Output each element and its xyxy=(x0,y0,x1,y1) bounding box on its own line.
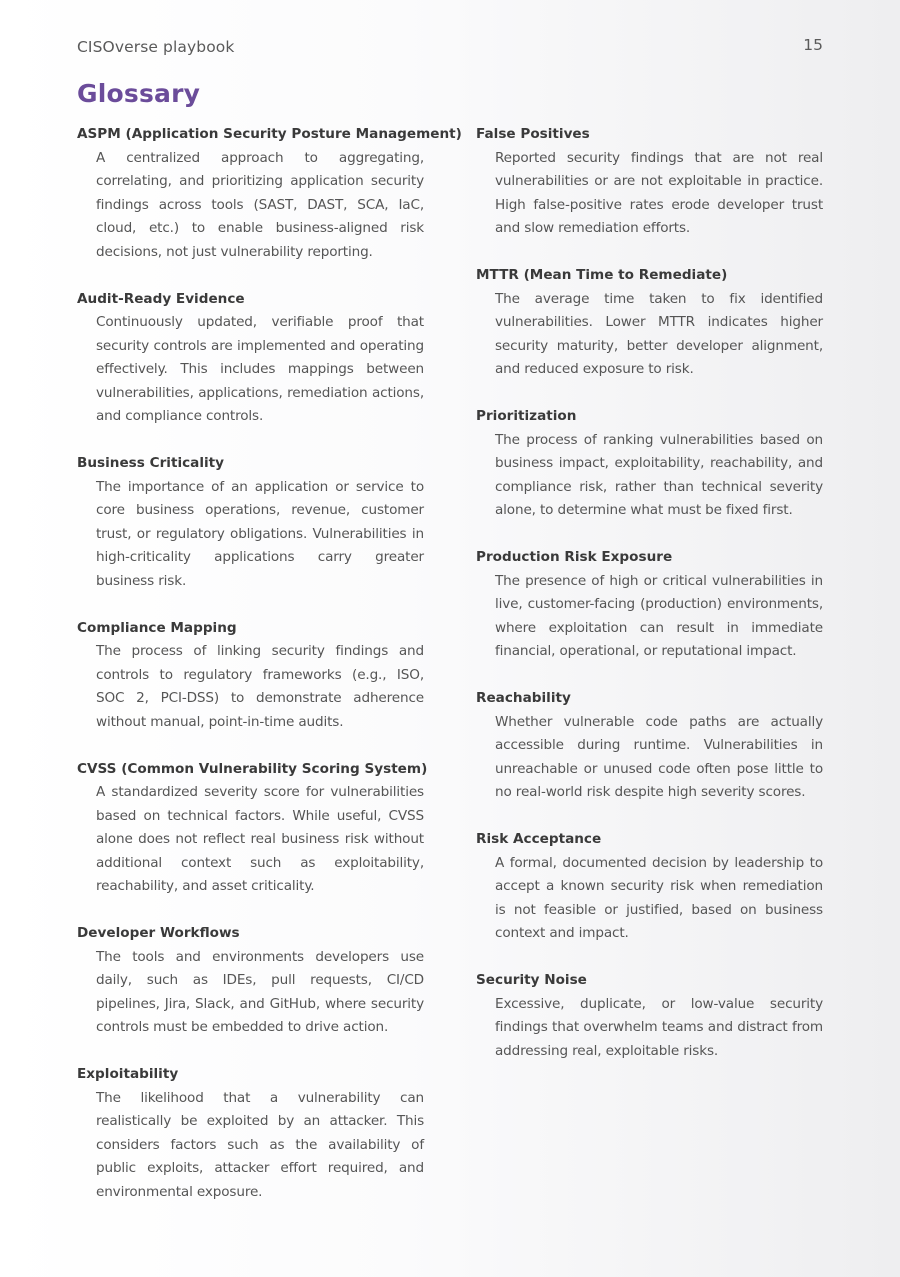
glossary-term: Risk Acceptance xyxy=(476,831,602,847)
glossary-term: Exploitability xyxy=(77,1066,179,1082)
glossary-definition: The importance of an application or service to core business operations, revenue, customer trust, or regulatory obligations. Vulnerabilities in high-criticality applications carry greater business risk. xyxy=(96,478,424,589)
glossary-definition: The process of ranking vulnerabilities based on business impact, exploitability, reachability, and compliance risk, rather than technical severity alone, to determine what must be fixed first. xyxy=(495,431,823,518)
glossary-term: ASPM (Application Security Posture Management) xyxy=(77,126,462,142)
glossary-definition: Reported security findings that are not real vulnerabilities or are not exploitable in practice. High false-positive rates erode developer trust and slow remediation efforts. xyxy=(495,149,823,236)
page-header xyxy=(77,36,823,60)
glossary-definition: The presence of high or critical vulnerabilities in live, customer-facing (production) environments, where exploitation can result in immediate financial, operational, or reputational impact. xyxy=(495,572,823,659)
glossary-entry xyxy=(77,617,424,735)
glossary-entry xyxy=(476,123,823,241)
glossary-entry xyxy=(476,405,823,523)
glossary-term: MTTR (Mean Time to Remediate) xyxy=(476,267,728,283)
glossary-term: False Positives xyxy=(476,126,590,142)
page-number: 15 xyxy=(803,36,823,54)
glossary-term: Business Criticality xyxy=(77,455,225,471)
glossary-definition: Whether vulnerable code paths are actually accessible during runtime. Vulnerabilities in unreachable or unused code often pose little to no real-world risk despite high severity scores. xyxy=(495,713,823,800)
document-title: CISOverse playbook xyxy=(77,38,235,56)
glossary-entry xyxy=(77,288,424,429)
glossary-term: Security Noise xyxy=(476,972,587,988)
glossary-definition: A formal, documented decision by leadership to accept a known security risk when remediation is not feasible or justified, based on business context and impact. xyxy=(495,854,823,941)
glossary-definition: A centralized approach to aggregating, correlating, and prioritizing application security findings across tools (SAST, DAST, SCA, IaC, cloud, etc.) to enable business-aligned risk decisions, not just vulnerability reporting. xyxy=(96,149,424,260)
glossary-term: Compliance Mapping xyxy=(77,619,237,636)
glossary-term: Audit-Ready Evidence xyxy=(77,290,245,307)
glossary-entry xyxy=(476,687,823,805)
glossary-column-right xyxy=(476,123,823,1087)
glossary-entry xyxy=(476,546,823,664)
glossary-entry xyxy=(77,123,462,264)
glossary-term: Prioritization xyxy=(476,408,577,424)
glossary-entry xyxy=(77,1063,424,1204)
glossary-entry xyxy=(476,264,823,382)
glossary-definition: Excessive, duplicate, or low-value security findings that overwhelm teams and distract from addressing real, exploitable risks. xyxy=(495,995,823,1059)
glossary-entry xyxy=(77,758,428,899)
glossary-column-left xyxy=(77,123,462,1228)
glossary-term: Developer Workflows xyxy=(77,925,240,941)
glossary-definition: The average time taken to fix identified vulnerabilities. Lower MTTR indicates higher security maturity, better developer alignment, and reduced exposure to risk. xyxy=(495,290,823,377)
glossary-definition: Continuously updated, verifiable proof that security controls are implemented and operating effectively. This includes mappings between vulnerabilities, applications, remediation actions, and compliance controls. xyxy=(96,314,424,424)
glossary-term: Production Risk Exposure xyxy=(476,549,673,565)
glossary-definition: A standardized severity score for vulnerabilities based on technical factors. While useful, CVSS alone does not reflect real business risk without additional context such as exploitability, reachability, and asset criticality. xyxy=(96,784,424,894)
glossary-entry xyxy=(77,922,424,1040)
glossary-entry xyxy=(476,969,823,1063)
glossary-term: CVSS (Common Vulnerability Scoring System) xyxy=(77,760,428,777)
glossary-term: Reachability xyxy=(476,690,571,706)
glossary-entry xyxy=(476,828,823,946)
page-title: Glossary xyxy=(77,79,201,108)
glossary-definition: The process of linking security findings and controls to regulatory frameworks (e.g., ISO, SOC 2, PCI-DSS) to demonstrate adherence without manual, point-in-time audits. xyxy=(96,643,424,730)
glossary-definition: The likelihood that a vulnerability can realistically be exploited by an attacker. This considers factors such as the availability of public exploits, attacker effort required, and environmental exposure. xyxy=(96,1089,424,1200)
glossary-definition: The tools and environments developers use daily, such as IDEs, pull requests, CI/CD pipelines, Jira, Slack, and GitHub, where security controls must be embedded to drive action. xyxy=(96,948,424,1035)
glossary-entry xyxy=(77,452,424,593)
